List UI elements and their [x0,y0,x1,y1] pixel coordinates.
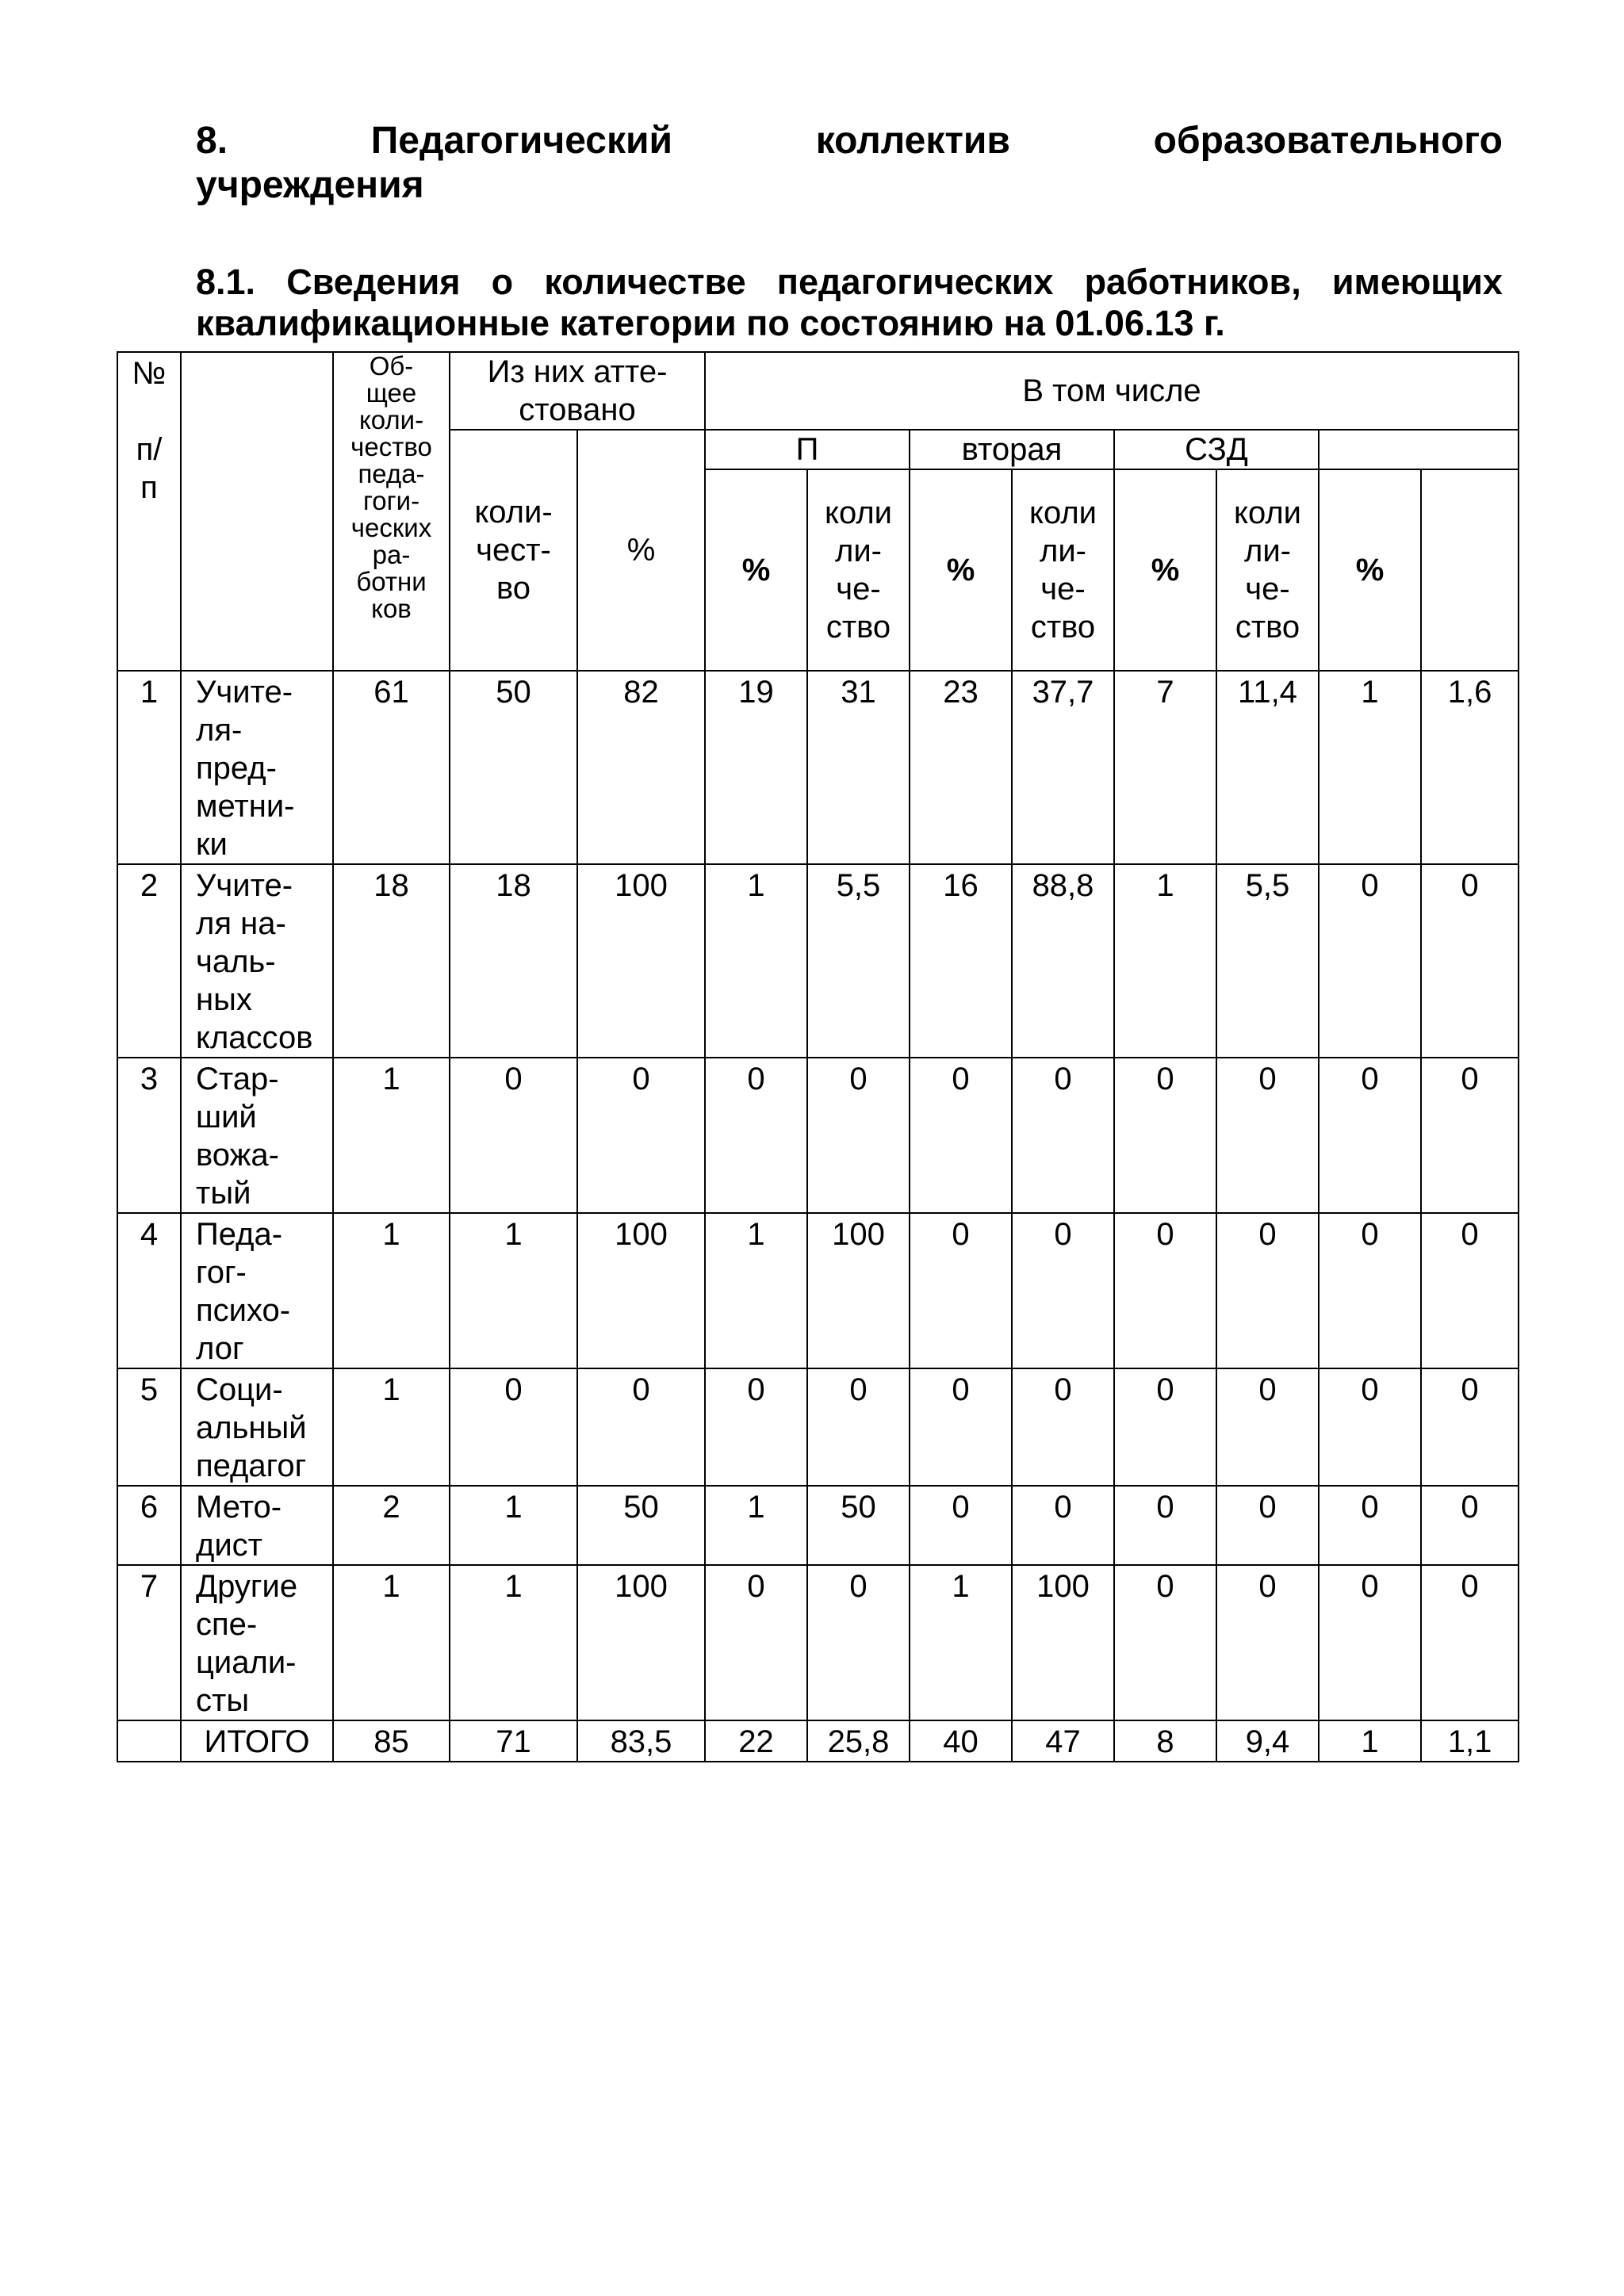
cell-certified-count: 71 [450,1720,577,1762]
row-number: 4 [117,1213,181,1368]
row-category-name: Другие спе- циали- сты [181,1565,333,1720]
section-title-word: коллектив [815,120,1010,162]
cell-total-count: 2 [333,1486,450,1565]
cell-second-qty: 0 [1012,1368,1114,1486]
header-certified: Из них атте- стовано [450,352,705,430]
row-number: 5 [117,1368,181,1486]
cell-none-pct: 0 [1319,1565,1421,1720]
subsection-title [196,262,1503,344]
table-row [117,1368,1519,1486]
cell-szd-qty: 5,5 [1216,864,1319,1058]
cell-none-extra: 0 [1421,1565,1519,1720]
cell-certified-pct: 82 [577,671,705,864]
row-category-name: Учите- ля на- чаль- ных классов [181,864,333,1058]
table-row [117,864,1519,1058]
cell-szd-qty: 0 [1216,1486,1319,1565]
cell-first-pct: 1 [705,1213,807,1368]
cell-second-qty: 37,7 [1012,671,1114,864]
cell-certified-count: 1 [450,1213,577,1368]
cell-szd-pct: 0 [1114,1058,1216,1213]
cell-none-extra: 1,1 [1421,1720,1519,1762]
row-number: 1 [117,671,181,864]
section-title-word: образовательного [1153,120,1503,162]
cell-szd-pct: 0 [1114,1565,1216,1720]
subsection-title-word: количестве [544,262,746,302]
row-category-name: ИТОГО [181,1720,333,1762]
cell-first-pct: 1 [705,864,807,1058]
cell-szd-pct: 8 [1114,1720,1216,1762]
row-number [117,1720,181,1762]
header-num: № п/ п [117,352,181,671]
cell-second-pct: 0 [910,1486,1012,1565]
cell-total-count: 1 [333,1213,450,1368]
row-category-name: Стар- ший вожа- тый [181,1058,333,1213]
cell-first-qty: 0 [807,1565,910,1720]
cell-first-pct: 22 [705,1720,807,1762]
cell-first-qty: 31 [807,671,910,864]
cell-none-extra: 0 [1421,1486,1519,1565]
header-second-qty: коли ли- че- ство [1012,469,1114,671]
cell-certified-count: 18 [450,864,577,1058]
cell-second-qty: 100 [1012,1565,1114,1720]
row-category-name: Мето- дист [181,1486,333,1565]
section-title-word: Педагогический [370,120,672,162]
staff-qualification-table [117,351,1519,1762]
subsection-title-word: имеющих [1331,262,1503,302]
header-none-pct: % [1319,469,1421,671]
cell-none-extra: 0 [1421,1368,1519,1486]
cell-none-pct: 0 [1319,1368,1421,1486]
row-number: 2 [117,864,181,1058]
cell-szd-pct: 0 [1114,1486,1216,1565]
header-category-szd: СЗД [1114,430,1319,469]
section-title-line-2: учреждения [196,164,424,206]
cell-none-extra: 0 [1421,1213,1519,1368]
cell-certified-pct: 100 [577,864,705,1058]
cell-none-pct: 0 [1319,1213,1421,1368]
section-title-word: 8. [196,120,228,162]
cell-certified-pct: 83,5 [577,1720,705,1762]
cell-first-pct: 19 [705,671,807,864]
table-row [117,1213,1519,1368]
cell-none-pct: 1 [1319,671,1421,864]
cell-szd-qty: 11,4 [1216,671,1319,864]
header-szd-pct: % [1114,469,1216,671]
cell-certified-count: 50 [450,671,577,864]
cell-first-pct: 0 [705,1565,807,1720]
cell-szd-pct: 0 [1114,1368,1216,1486]
table-row [117,1058,1519,1213]
cell-szd-qty: 0 [1216,1213,1319,1368]
header-name [181,352,333,671]
cell-second-pct: 40 [910,1720,1012,1762]
cell-second-pct: 23 [910,671,1012,864]
cell-total-count: 1 [333,1058,450,1213]
subsection-title-word: 8.1. [196,262,256,302]
row-number: 3 [117,1058,181,1213]
cell-total-count: 85 [333,1720,450,1762]
section-title-line-1 [196,119,1503,163]
header-category-first: П [705,430,910,469]
cell-certified-count: 1 [450,1565,577,1720]
cell-none-pct: 0 [1319,864,1421,1058]
cell-none-pct: 1 [1319,1720,1421,1762]
header-category-none [1319,430,1519,469]
cell-second-pct: 16 [910,864,1012,1058]
cell-second-pct: 1 [910,1565,1012,1720]
section-title [196,119,1503,208]
header-szd-qty: коли ли- че- ство [1216,469,1319,671]
total-row [117,1720,1519,1762]
cell-second-pct: 0 [910,1368,1012,1486]
cell-second-pct: 0 [910,1213,1012,1368]
cell-certified-count: 0 [450,1058,577,1213]
cell-second-pct: 0 [910,1058,1012,1213]
row-number: 7 [117,1565,181,1720]
cell-total-count: 1 [333,1368,450,1486]
cell-certified-pct: 0 [577,1368,705,1486]
cell-total-count: 1 [333,1565,450,1720]
subsection-title-word: работников, [1084,262,1301,302]
cell-second-qty: 88,8 [1012,864,1114,1058]
row-number: 6 [117,1486,181,1565]
table-row [117,1565,1519,1720]
header-category-second: вторая [910,430,1114,469]
cell-none-pct: 0 [1319,1486,1421,1565]
subsection-title-word: Сведения [286,262,461,302]
cell-certified-pct: 0 [577,1058,705,1213]
cell-first-qty: 0 [807,1058,910,1213]
header-second-pct: % [910,469,1012,671]
cell-szd-qty: 0 [1216,1058,1319,1213]
cell-szd-qty: 9,4 [1216,1720,1319,1762]
cell-total-count: 61 [333,671,450,864]
cell-second-qty: 0 [1012,1213,1114,1368]
cell-szd-pct: 0 [1114,1213,1216,1368]
cell-szd-qty: 0 [1216,1368,1319,1486]
cell-first-pct: 0 [705,1368,807,1486]
cell-second-qty: 0 [1012,1058,1114,1213]
subsection-title-word: педагогических [776,262,1054,302]
header-row-1 [117,352,1519,430]
cell-szd-pct: 1 [1114,864,1216,1058]
cell-first-qty: 0 [807,1368,910,1486]
cell-first-qty: 5,5 [807,864,910,1058]
table-row [117,1486,1519,1565]
cell-none-extra: 0 [1421,1058,1519,1213]
cell-first-qty: 100 [807,1213,910,1368]
cell-first-qty: 25,8 [807,1720,910,1762]
cell-certified-count: 0 [450,1368,577,1486]
cell-second-qty: 47 [1012,1720,1114,1762]
cell-szd-qty: 0 [1216,1565,1319,1720]
cell-none-extra: 1,6 [1421,671,1519,864]
cell-first-pct: 0 [705,1058,807,1213]
subsection-title-line-1 [196,262,1503,303]
header-total: Об- щее коли- чество педа- гоги- ческих ра- ботни ков [333,352,450,671]
header-first-pct: % [705,469,807,671]
cell-none-pct: 0 [1319,1058,1421,1213]
row-category-name: Педа- гог- психо- лог [181,1213,333,1368]
cell-certified-count: 1 [450,1486,577,1565]
cell-certified-pct: 100 [577,1213,705,1368]
cell-second-qty: 0 [1012,1486,1114,1565]
cell-szd-pct: 7 [1114,671,1216,864]
header-none-extra [1421,469,1519,671]
header-including: В том числе [705,352,1519,430]
cell-first-qty: 50 [807,1486,910,1565]
cell-certified-pct: 100 [577,1565,705,1720]
subsection-title-word: о [491,262,514,302]
subsection-title-line-2: квалификационные категории по состоянию на 01.06.13 г. [196,303,1225,343]
cell-certified-pct: 50 [577,1486,705,1565]
row-category-name: Соци- альный педагог [181,1368,333,1486]
cell-first-pct: 1 [705,1486,807,1565]
header-first-qty: коли ли- че- ство [807,469,910,671]
table-row [117,671,1519,864]
cell-total-count: 18 [333,864,450,1058]
header-certified-pct: % [577,430,705,671]
table-body [117,352,1519,1762]
row-category-name: Учите- ля- пред- метни- ки [181,671,333,864]
header-certified-qty: коли- чест- во [450,430,577,671]
cell-none-extra: 0 [1421,864,1519,1058]
